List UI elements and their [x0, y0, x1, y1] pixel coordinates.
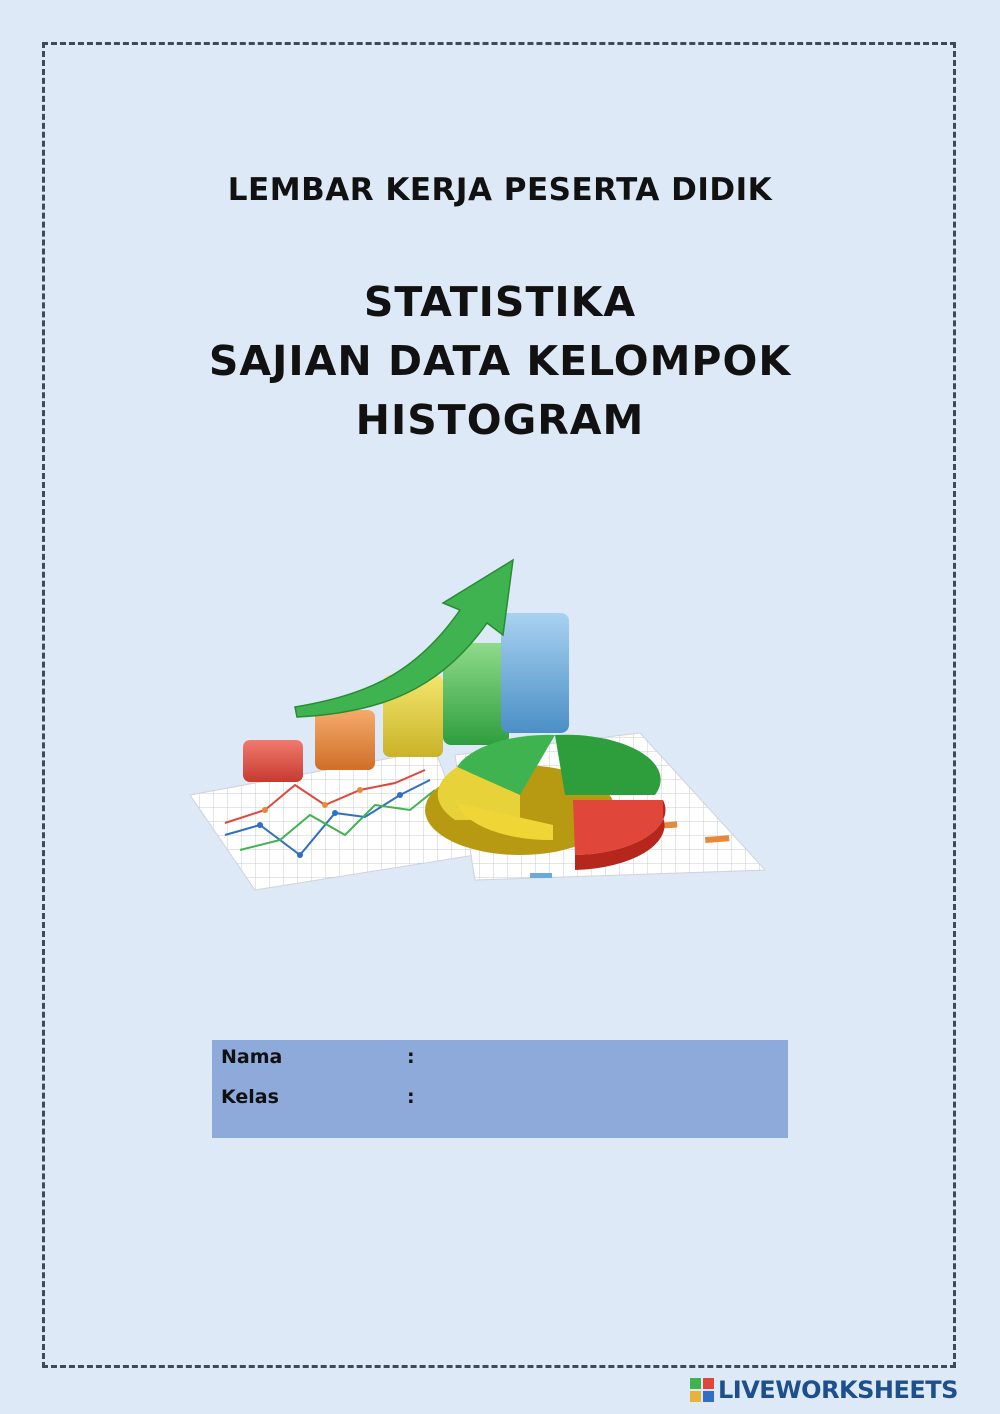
class-label: Kelas [221, 1086, 279, 1108]
statistics-illustration-icon [185, 555, 775, 900]
class-row [221, 1086, 415, 1108]
name-separator: : [407, 1046, 415, 1068]
liveworksheets-brand: LIVEWORKSHEETS [718, 1376, 958, 1404]
name-row [221, 1046, 415, 1068]
liveworksheets-logo[interactable] [690, 1374, 990, 1406]
name-label: Nama [221, 1046, 283, 1068]
title-line-2: SAJIAN DATA KELOMPOK [208, 337, 792, 385]
title-line-3: HISTOGRAM [355, 396, 645, 444]
class-separator: : [407, 1086, 415, 1108]
liveworksheets-logo-icon [690, 1378, 714, 1402]
student-info-box [212, 1040, 788, 1138]
title-line-1: STATISTIKA [363, 278, 637, 326]
worksheet-subtitle: LEMBAR KERJA PESERTA DIDIK [227, 172, 773, 208]
